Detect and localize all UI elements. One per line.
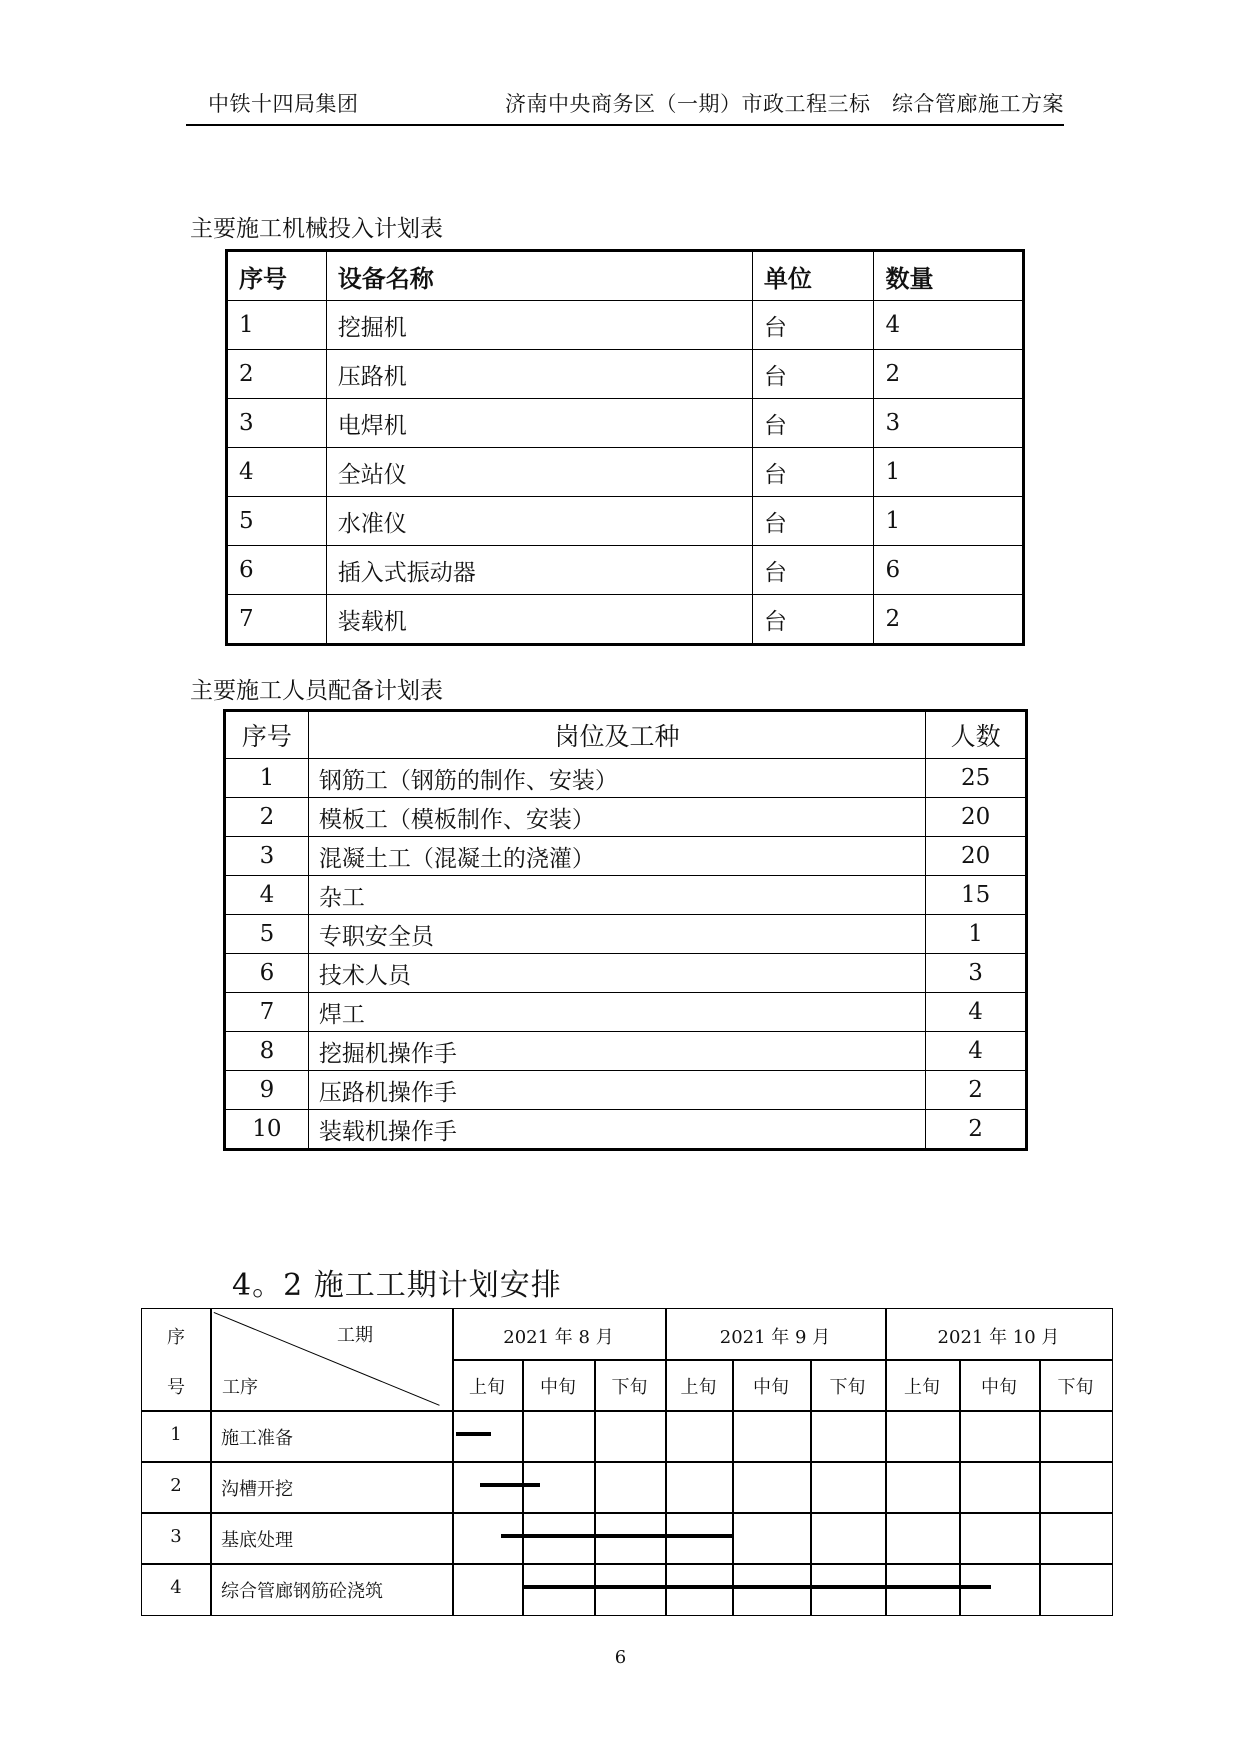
staff-cell: 2 [926,1071,1027,1110]
grid-line [142,1461,1112,1463]
staff-cell: 压路机操作手 [308,1071,925,1110]
staff-cell: 杂工 [308,876,925,915]
equipment-cell: 6 [874,546,1024,595]
dekad-label: 下旬 [611,1377,648,1398]
table-row [225,759,1027,798]
staff-cell: 3 [225,837,309,876]
staff-cell: 模板工（模板制作、安装） [308,798,925,837]
staff-cell: 装载机操作手 [308,1110,925,1150]
equipment-cell: 7 [227,595,327,645]
header-left: 中铁十四局集团 [208,92,359,116]
table-row [227,301,1024,350]
staff-header-cell: 序号 [225,711,309,759]
equipment-header-cell: 序号 [227,251,327,301]
staff-header-cell: 岗位及工种 [308,711,925,759]
month-label: 2021 年 9 月 [719,1327,831,1348]
equipment-table-caption: 主要施工机械投入计划表 [190,216,443,242]
dekad-label: 中旬 [753,1377,789,1398]
equipment-cell: 4 [874,301,1024,350]
staff-cell: 9 [225,1071,309,1110]
staff-cell: 焊工 [308,993,925,1032]
staff-cell: 20 [926,837,1027,876]
table-row [225,1071,1027,1110]
staff-table-caption: 主要施工人员配备计划表 [190,678,443,704]
header-right: 济南中央商务区（一期）市政工程三标 综合管廊施工方案 [505,92,1064,116]
period-label: 工期 [337,1325,373,1346]
equipment-cell: 全站仪 [326,448,752,497]
seq-header-bottom: 号 [167,1377,185,1398]
equipment-cell: 4 [227,448,327,497]
equipment-cell: 挖掘机 [326,301,752,350]
equipment-cell: 台 [752,301,874,350]
table-row [227,497,1024,546]
dekad-label: 下旬 [829,1377,866,1398]
table-row [227,350,1024,399]
table-row [227,399,1024,448]
schedule-gantt-table [141,1308,1113,1616]
month-label: 2021 年 10 月 [937,1327,1060,1348]
equipment-cell: 台 [752,595,874,645]
table-row [225,837,1027,876]
task-name: 施工准备 [221,1428,293,1449]
staff-cell: 15 [926,876,1027,915]
equipment-cell: 3 [227,399,327,448]
grid-line [210,1309,212,1615]
equipment-cell: 装载机 [326,595,752,645]
staff-cell: 1 [225,759,309,798]
equipment-cell: 1 [227,301,327,350]
schedule-section-title: 4。2 施工工期计划安排 [232,1268,562,1303]
equipment-header-cell: 单位 [752,251,874,301]
equipment-header-cell: 设备名称 [326,251,752,301]
dekad-label: 上旬 [680,1377,717,1398]
table-row [225,798,1027,837]
grid-line [452,1359,1112,1361]
table-row [225,915,1027,954]
dekad-label: 上旬 [904,1377,940,1398]
staff-cell: 专职安全员 [308,915,925,954]
staff-cell: 4 [926,1032,1027,1071]
table-row [227,448,1024,497]
staff-cell: 3 [926,954,1027,993]
dekad-label: 中旬 [540,1377,576,1398]
staff-cell: 20 [926,798,1027,837]
grid-line [142,1512,1112,1514]
staff-cell: 2 [225,798,309,837]
equipment-cell: 1 [874,497,1024,546]
page-number: 6 [614,1647,627,1668]
equipment-table [225,249,1025,646]
table-row [225,1032,1027,1071]
month-label: 2021 年 8 月 [503,1327,614,1348]
staff-cell: 5 [225,915,309,954]
equipment-cell: 2 [227,350,327,399]
grid-line [665,1309,667,1615]
task-bar [522,1585,991,1589]
equipment-cell: 水准仪 [326,497,752,546]
dekad-label: 下旬 [1057,1377,1094,1398]
equipment-cell: 1 [874,448,1024,497]
staff-cell: 钢筋工（钢筋的制作、安装） [308,759,925,798]
task-seq: 1 [170,1424,182,1445]
table-row [227,595,1024,645]
staff-cell: 混凝土工（混凝土的浇灌） [308,837,925,876]
task-bar [501,1534,732,1538]
equipment-cell: 台 [752,448,874,497]
dekad-label: 上旬 [469,1377,505,1398]
process-label: 工序 [222,1377,258,1398]
grid-line [885,1309,887,1615]
staff-cell: 25 [926,759,1027,798]
grid-line [142,1563,1112,1565]
staff-cell: 8 [225,1032,309,1071]
task-name: 基底处理 [221,1530,293,1551]
equipment-cell: 6 [227,546,327,595]
staff-table [223,709,1028,1151]
task-bar [480,1483,540,1487]
staff-cell: 4 [225,876,309,915]
seq-header-top: 序 [167,1327,185,1348]
staff-cell: 6 [225,954,309,993]
equipment-cell: 2 [874,595,1024,645]
table-row [225,993,1027,1032]
task-seq: 3 [170,1526,182,1547]
equipment-cell: 压路机 [326,350,752,399]
grid-line [142,1410,1112,1412]
equipment-cell: 台 [752,546,874,595]
dekad-label: 中旬 [981,1377,1017,1398]
staff-cell: 4 [926,993,1027,1032]
table-row [225,876,1027,915]
equipment-cell: 台 [752,350,874,399]
equipment-header-cell: 数量 [874,251,1024,301]
equipment-cell: 插入式振动器 [326,546,752,595]
staff-cell: 10 [225,1110,309,1150]
task-name: 综合管廊钢筋砼浇筑 [221,1581,383,1602]
staff-cell: 2 [926,1110,1027,1150]
equipment-cell: 2 [874,350,1024,399]
staff-cell: 1 [926,915,1027,954]
staff-cell: 7 [225,993,309,1032]
staff-header-cell: 人数 [926,711,1027,759]
equipment-cell: 台 [752,497,874,546]
table-row [225,954,1027,993]
task-name: 沟槽开挖 [221,1479,293,1500]
task-bar [456,1432,491,1436]
table-row [227,546,1024,595]
grid-line [452,1309,454,1615]
task-seq: 4 [170,1577,182,1598]
equipment-cell: 3 [874,399,1024,448]
table-row [225,1110,1027,1150]
equipment-cell: 5 [227,497,327,546]
staff-cell: 技术人员 [308,954,925,993]
equipment-cell: 台 [752,399,874,448]
header-rule [186,124,1064,126]
equipment-cell: 电焊机 [326,399,752,448]
staff-cell: 挖掘机操作手 [308,1032,925,1071]
task-seq: 2 [170,1475,182,1496]
